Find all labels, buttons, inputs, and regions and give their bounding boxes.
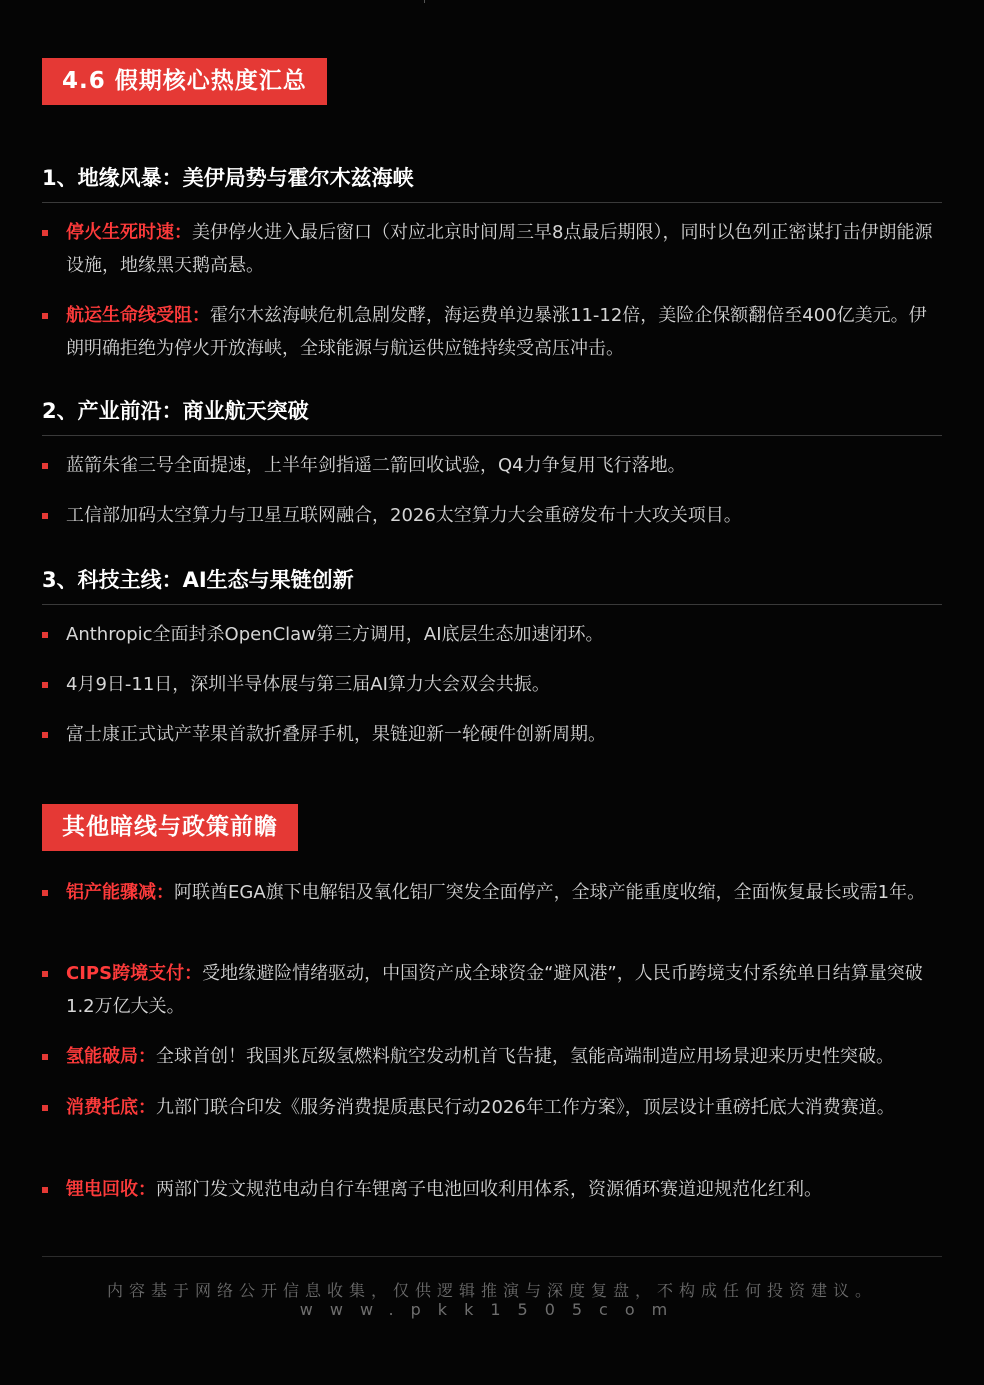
footer-disclaimer: 内容基于网络公开信息收集，仅供逻辑推演与深度复盘，不构成任何投资建议。 xyxy=(106,1281,877,1300)
item-text: 九部门联合印发《服务消费提质惠民行动2026年工作方案》，顶层设计重磅托底大消费赛道。 xyxy=(156,1097,895,1118)
item-text: 两部门发文规范电动自行车锂离子电池回收利用体系，资源循环赛道迎规范化红利。 xyxy=(156,1179,822,1200)
bullet-icon xyxy=(42,1105,48,1111)
list-item xyxy=(42,299,942,365)
item-key: CIPS跨境支付： xyxy=(66,963,203,984)
bullet-icon xyxy=(42,632,48,638)
item-key: 消费托底： xyxy=(66,1097,156,1118)
bullet-icon xyxy=(42,682,48,688)
item-text: 美伊停火进入最后窗口（对应北京时间周三早8点最后期限），同时以色列正密谋打击伊朗能源设施，地缘黑天鹅高悬。 xyxy=(66,222,933,276)
bullet-icon xyxy=(42,732,48,738)
item-text: Anthropic全面封杀OpenClaw第三方调用，AI底层生态加速闭环。 xyxy=(66,624,604,645)
top-divider-mark xyxy=(424,0,425,3)
bullet-icon xyxy=(42,890,48,896)
bullet-icon xyxy=(42,513,48,519)
bullet-icon xyxy=(42,463,48,469)
section-banner-policy-outlook: 其他暗线与政策前瞻 xyxy=(42,804,298,851)
item-text: 全球首创！我国兆瓦级氢燃料航空发动机首飞告捷，氢能高端制造应用场景迎来历史性突破。 xyxy=(156,1046,894,1067)
list-item xyxy=(42,216,942,282)
list-item xyxy=(42,957,942,1023)
item-text: 富士康正式试产苹果首款折叠屏手机，果链迎新一轮硬件创新周期。 xyxy=(66,724,606,745)
sub-heading-aerospace: 2、产业前沿：商业航天突破 xyxy=(42,395,942,436)
list-item xyxy=(42,1173,942,1206)
sub-heading-tech: 3、科技主线：AI生态与果链创新 xyxy=(42,564,942,605)
list-item xyxy=(42,1040,942,1073)
list-item xyxy=(42,718,942,751)
footer-site: www.pkk1505com xyxy=(299,1300,685,1319)
item-key: 停火生死时速： xyxy=(66,222,192,243)
sub-heading-geopolitics: 1、地缘风暴：美伊局势与霍尔木兹海峡 xyxy=(42,162,942,203)
item-text: 受地缘避险情绪驱动，中国资产成全球资金“避风港”，人民币跨境支付系统单日结算量突破1.2万亿大关。 xyxy=(66,963,923,1017)
bullet-icon xyxy=(42,1054,48,1060)
item-text: 阿联酋EGA旗下电解铝及氧化铝厂突发全面停产，全球产能重度收缩，全面恢复最长或需1年。 xyxy=(174,882,926,903)
item-key: 航运生命线受阻： xyxy=(66,305,210,326)
item-key: 锂电回收： xyxy=(66,1179,156,1200)
bullet-icon xyxy=(42,230,48,236)
item-text: 蓝箭朱雀三号全面提速，上半年剑指遥二箭回收试验，Q4力争复用飞行落地。 xyxy=(66,455,686,476)
list-item xyxy=(42,668,942,701)
item-text: 4月9日-11日，深圳半导体展与第三届AI算力大会双会共振。 xyxy=(66,674,550,695)
item-key: 氢能破局： xyxy=(66,1046,156,1067)
bullet-icon xyxy=(42,1187,48,1193)
list-item xyxy=(42,1091,942,1124)
list-item xyxy=(42,618,942,651)
list-item xyxy=(42,876,942,909)
item-text: 霍尔木兹海峡危机急剧发酵，海运费单边暴涨11-12倍，美险企保额翻倍至400亿美元。伊朗明确拒绝为停火开放海峡，全球能源与航运供应链持续受高压冲击。 xyxy=(66,305,927,359)
item-key: 铝产能骤减： xyxy=(66,882,174,903)
footer-divider xyxy=(42,1256,942,1257)
list-item xyxy=(42,499,942,532)
bullet-icon xyxy=(42,971,48,977)
list-item xyxy=(42,449,942,482)
item-text: 工信部加码太空算力与卫星互联网融合，2026太空算力大会重磅发布十大攻关项目。 xyxy=(66,505,742,526)
bullet-icon xyxy=(42,313,48,319)
section-banner-hot-summary: 4.6 假期核心热度汇总 xyxy=(42,58,327,105)
